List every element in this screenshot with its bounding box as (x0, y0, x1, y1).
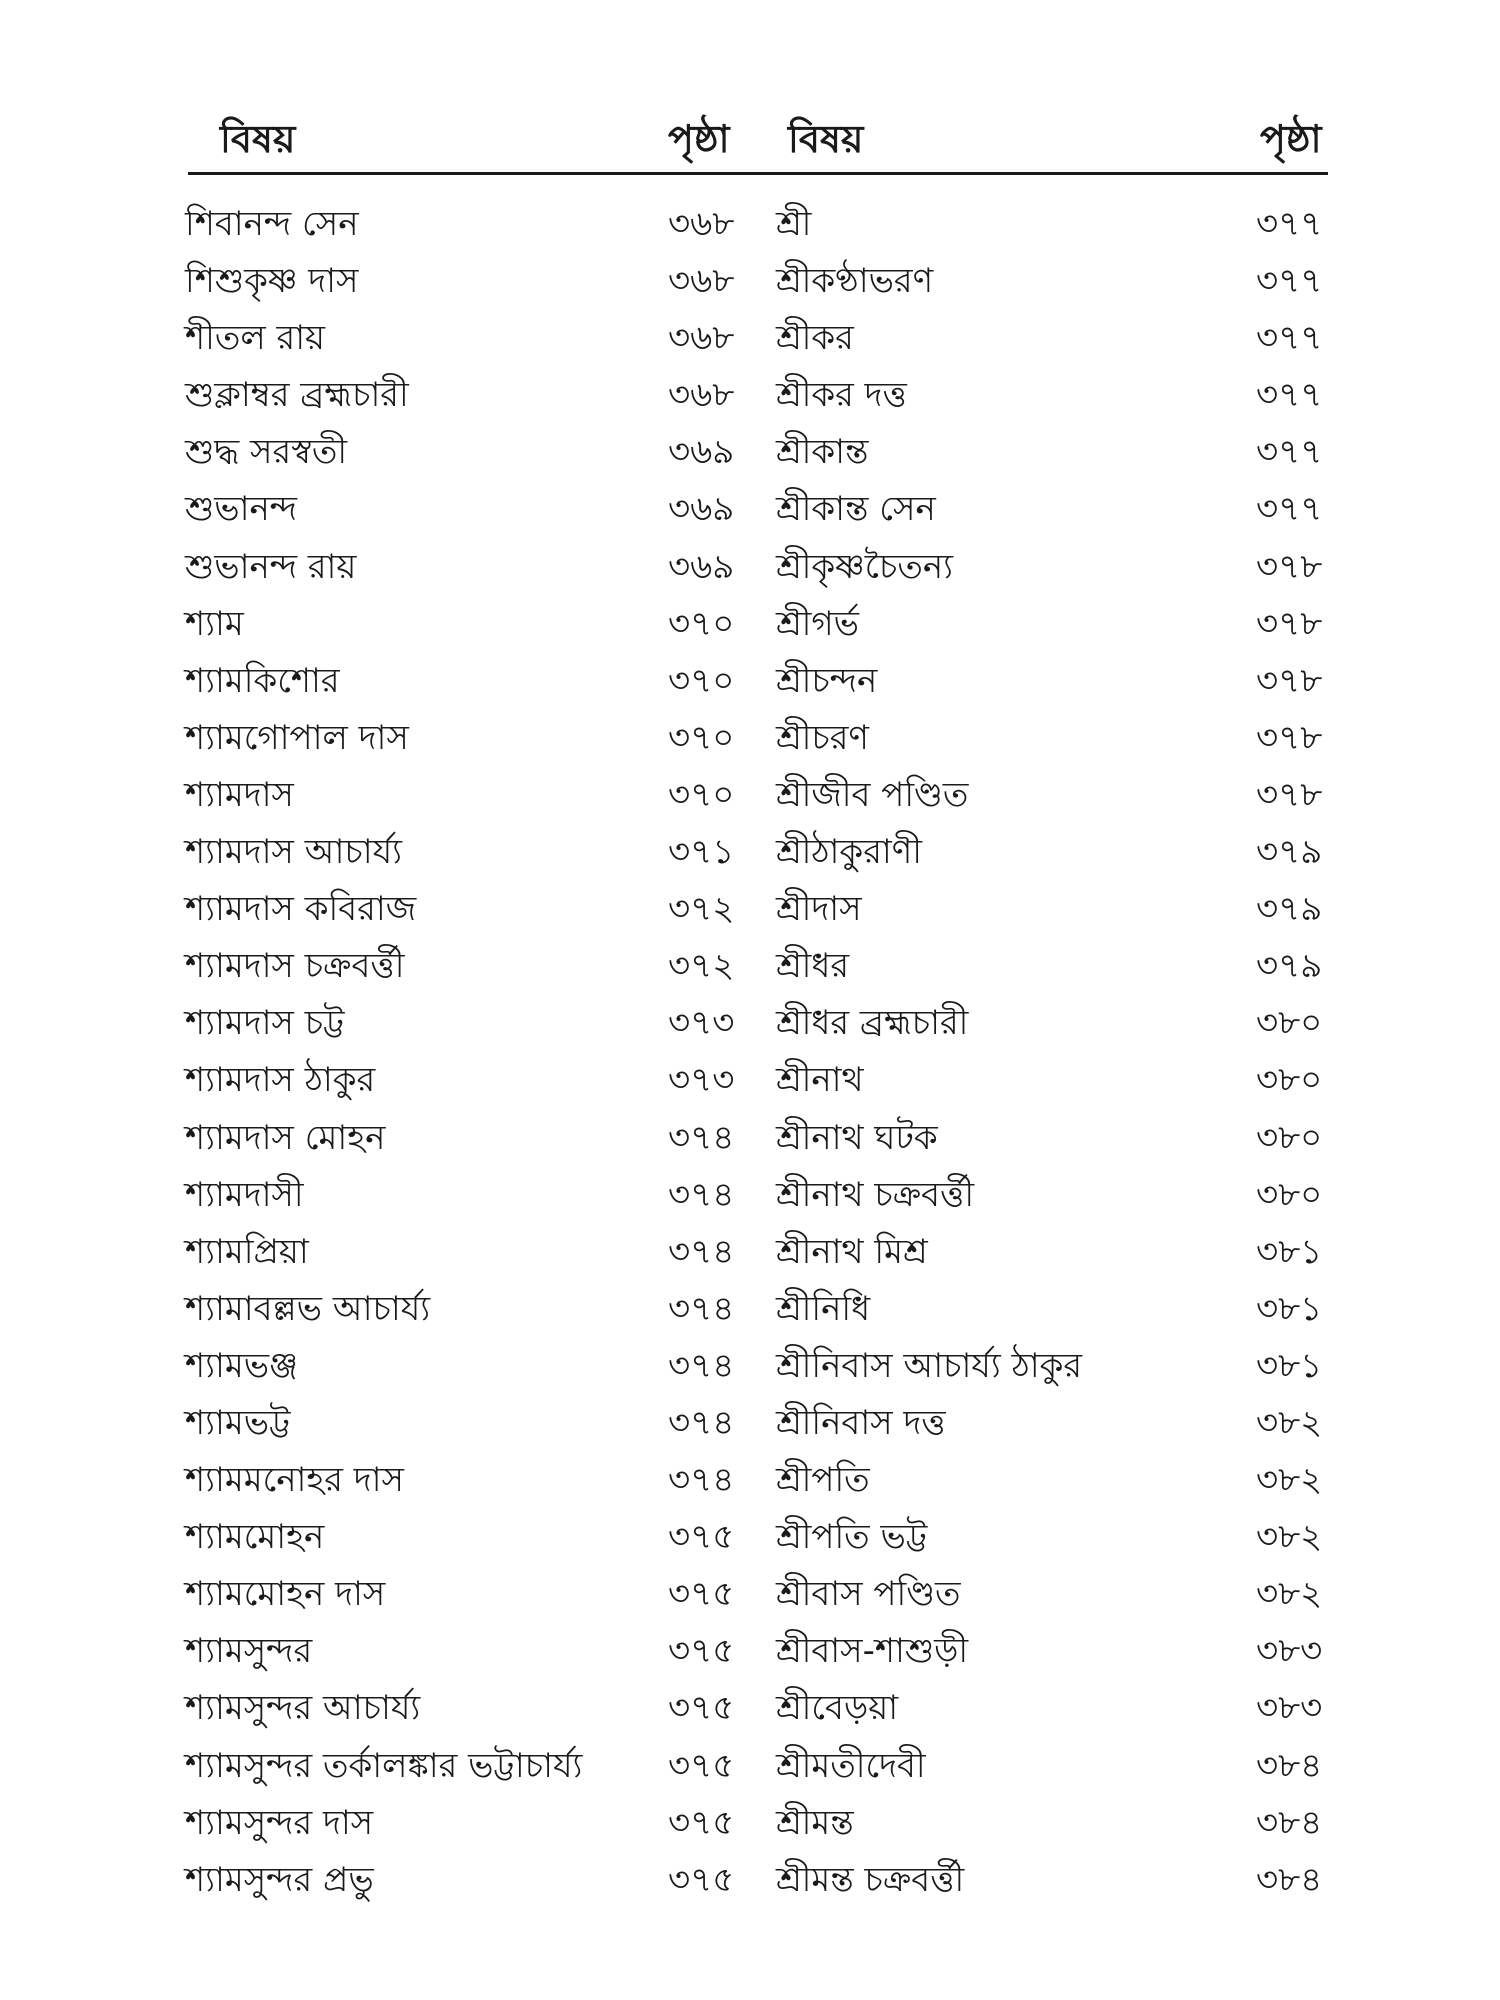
entry-subject-right: শ্রীঠাকুরাণী (776, 832, 923, 873)
entry-subject-left: শীতল রায় (185, 318, 326, 359)
entry-subject-right: শ্রীমতীদেবী (776, 1745, 926, 1786)
entry-subject-left: শ্যামমনোহর দাস (185, 1460, 404, 1501)
index-row (0, 1389, 1500, 1446)
entry-page-right: ৩৭৮ (1256, 717, 1323, 758)
index-row (0, 875, 1500, 932)
entry-subject-left: শ্যামভট্ট (185, 1402, 291, 1443)
entry-page-right: ৩৮১ (1256, 1231, 1323, 1272)
entry-page-right: ৩৮০ (1256, 1060, 1323, 1101)
entry-subject-left: শ্যামদাস চট্ট (185, 1003, 345, 1044)
entry-subject-right: শ্রীনাথ চক্রবর্ত্তী (776, 1174, 975, 1215)
entry-subject-right: শ্রীমন্ত চক্রবর্ত্তী (776, 1859, 965, 1900)
index-row (0, 989, 1500, 1046)
entry-page-right: ৩৮০ (1256, 1117, 1323, 1158)
entry-page-left: ৩৭০ (668, 774, 735, 815)
entry-subject-right: শ্রীকণ্ঠাভরণ (776, 261, 934, 302)
entry-subject-left: শ্যামদাস (185, 774, 294, 815)
entry-page-left: ৩৭১ (668, 832, 735, 873)
entry-page-left: ৩৭৪ (668, 1402, 735, 1443)
header-page-left: পৃষ্ঠা (668, 117, 730, 161)
entry-subject-left: শ্যামকিশোর (185, 660, 340, 701)
entry-subject-right: শ্রীনিধি (776, 1288, 871, 1329)
entry-page-right: ৩৭৭ (1256, 489, 1323, 530)
entry-subject-left: শ্যাম (185, 603, 244, 644)
index-table (0, 190, 1500, 1903)
index-row (0, 1332, 1500, 1389)
entry-page-right: ৩৮৪ (1256, 1859, 1323, 1900)
entry-subject-left: শুভানন্দ (185, 489, 298, 530)
entry-subject-left: শ্যামাবল্লভ আচার্য্য (185, 1288, 431, 1329)
entry-subject-left: শিবানন্দ সেন (185, 204, 359, 244)
entry-subject-right: শ্রীনাথ ঘটক (776, 1117, 938, 1158)
entry-page-left: ৩৭৫ (668, 1517, 735, 1558)
entry-subject-left: শ্যামপ্রিয়া (185, 1231, 309, 1272)
index-row (0, 1789, 1500, 1846)
entry-subject-left: শ্যামসুন্দর তর্কালঙ্কার ভট্টাচার্য্য (185, 1745, 583, 1786)
index-row (0, 704, 1500, 761)
entry-subject-right: শ্রীগর্ভ (776, 603, 859, 644)
entry-page-left: ৩৭৫ (668, 1574, 735, 1615)
entry-page-right: ৩৮২ (1256, 1402, 1323, 1443)
index-row (0, 590, 1500, 647)
entry-page-right: ৩৮১ (1256, 1345, 1323, 1386)
index-row (0, 418, 1500, 475)
index-row (0, 1046, 1500, 1103)
entry-page-left: ৩৬৮ (668, 261, 735, 302)
entry-subject-left: শুভানন্দ রায় (185, 546, 357, 587)
header-subject-right: বিষয় (788, 117, 864, 161)
entry-page-left: ৩৭৫ (668, 1802, 735, 1843)
entry-subject-left: শ্যামভঞ্জ (185, 1345, 299, 1386)
entry-subject-right: শ্রীপতি ভট্ট (776, 1517, 928, 1558)
entry-page-right: ৩৭৭ (1256, 261, 1323, 302)
index-row (0, 647, 1500, 704)
entry-page-left: ৩৭৪ (668, 1345, 735, 1386)
entry-page-right: ৩৮৪ (1256, 1745, 1323, 1786)
index-row (0, 1674, 1500, 1731)
index-row (0, 818, 1500, 875)
entry-page-right: ৩৭৭ (1256, 432, 1323, 473)
index-row (0, 1732, 1500, 1789)
header-divider (188, 172, 1328, 175)
entry-subject-right: শ্রীজীব পণ্ডিত (776, 774, 969, 815)
index-row (0, 190, 1500, 247)
entry-page-left: ৩৭০ (668, 717, 735, 758)
entry-page-right: ৩৭৯ (1256, 946, 1323, 987)
entry-page-left: ৩৭০ (668, 660, 735, 701)
index-row (0, 1846, 1500, 1903)
index-row (0, 475, 1500, 532)
index-row (0, 1275, 1500, 1332)
index-row (0, 304, 1500, 361)
index-row (0, 1161, 1500, 1218)
entry-subject-right: শ্রীনাথ (776, 1060, 864, 1101)
index-row (0, 761, 1500, 818)
index-row (0, 247, 1500, 304)
index-header (188, 100, 1328, 170)
entry-subject-left: শ্যামমোহন দাস (185, 1574, 386, 1615)
entry-subject-right: শ্রীধর ব্রহ্মচারী (776, 1003, 969, 1044)
entry-subject-right: শ্রীনিবাস আচার্য্য ঠাকুর (776, 1345, 1083, 1386)
entry-subject-left: শ্যামসুন্দর প্রভু (185, 1859, 374, 1900)
entry-subject-right: শ্রীকর (776, 318, 854, 359)
entry-page-right: ৩৮২ (1256, 1574, 1323, 1615)
entry-subject-right: শ্রীমন্ত (776, 1802, 854, 1843)
index-row (0, 1104, 1500, 1161)
index-row (0, 1218, 1500, 1275)
entry-subject-left: শ্যামদাস ঠাকুর (185, 1060, 376, 1101)
entry-page-right: ৩৭৭ (1256, 375, 1323, 416)
entry-page-left: ৩৭৫ (668, 1688, 735, 1729)
index-row (0, 932, 1500, 989)
entry-page-left: ৩৭২ (668, 889, 735, 930)
entry-page-left: ৩৬৮ (668, 375, 735, 416)
entry-page-right: ৩৭৮ (1256, 774, 1323, 815)
entry-subject-right: শ্রী (776, 204, 812, 244)
entry-subject-right: শ্রীকান্ত সেন (776, 489, 936, 530)
entry-subject-right: শ্রীদাস (776, 889, 862, 930)
index-row (0, 1617, 1500, 1674)
entry-page-left: ৩৬৯ (668, 489, 735, 530)
entry-page-left: ৩৭৪ (668, 1174, 735, 1215)
entry-subject-right: শ্রীনাথ মিশ্র (776, 1231, 928, 1272)
entry-page-left: ৩৬৯ (668, 546, 735, 587)
entry-page-left: ৩৭৪ (668, 1288, 735, 1329)
entry-page-left: ৩৭৩ (668, 1060, 735, 1101)
entry-page-right: ৩৮০ (1256, 1174, 1323, 1215)
entry-page-right: ৩৮৪ (1256, 1802, 1323, 1843)
entry-subject-right: শ্রীকর দত্ত (776, 375, 907, 416)
entry-page-right: ৩৮২ (1256, 1517, 1323, 1558)
entry-subject-right: শ্রীনিবাস দত্ত (776, 1402, 946, 1443)
entry-subject-left: শ্যামসুন্দর আচার্য্য (185, 1688, 421, 1729)
entry-page-right: ৩৮২ (1256, 1460, 1323, 1501)
entry-subject-left: শুক্লাম্বর ব্রহ্মচারী (185, 375, 409, 416)
entry-page-left: ৩৭৪ (668, 1460, 735, 1501)
entry-subject-left: শ্যামদাস আচার্য্য (185, 832, 403, 873)
index-row (0, 1503, 1500, 1560)
entry-page-right: ৩৭৯ (1256, 889, 1323, 930)
entry-page-left: ৩৭৪ (668, 1231, 735, 1272)
index-row (0, 533, 1500, 590)
entry-subject-left: শ্যামদাস কবিরাজ (185, 889, 417, 930)
entry-page-left: ৩৭৩ (668, 1003, 735, 1044)
entry-subject-left: শ্যামদাস চক্রবর্ত্তী (185, 946, 405, 987)
entry-subject-right: শ্রীকৃষ্ণচৈতন্য (776, 546, 953, 587)
header-subject-left: বিষয় (220, 117, 296, 161)
entry-subject-right: শ্রীপতি (776, 1460, 870, 1501)
entry-page-left: ৩৬৯ (668, 432, 735, 473)
index-row (0, 361, 1500, 418)
entry-subject-left: শ্যামগোপাল দাস (185, 717, 409, 758)
entry-page-right: ৩৭৯ (1256, 832, 1323, 873)
entry-page-right: ৩৭৭ (1256, 204, 1323, 244)
entry-page-right: ৩৮০ (1256, 1003, 1323, 1044)
entry-page-left: ৩৭৪ (668, 1117, 735, 1158)
entry-page-right: ৩৮৩ (1256, 1688, 1323, 1729)
entry-subject-left: শ্যামসুন্দর দাস (185, 1802, 374, 1843)
entry-subject-left: শ্যামমোহন (185, 1517, 325, 1558)
header-page-right: পৃষ্ঠা (1260, 117, 1322, 161)
entry-page-left: ৩৭৫ (668, 1859, 735, 1900)
entry-subject-right: শ্রীচরণ (776, 717, 869, 758)
entry-page-left: ৩৬৮ (668, 204, 735, 244)
entry-page-right: ৩৮১ (1256, 1288, 1323, 1329)
entry-subject-left: শ্যামদাসী (185, 1174, 304, 1215)
entry-page-left: ৩৭৫ (668, 1631, 735, 1672)
entry-subject-right: শ্রীবাস পণ্ডিত (776, 1574, 961, 1615)
entry-page-right: ৩৮৩ (1256, 1631, 1323, 1672)
entry-subject-left: শিশুকৃষ্ণ দাস (185, 261, 359, 302)
entry-subject-right: শ্রীকান্ত (776, 432, 869, 473)
entry-page-right: ৩৭৮ (1256, 603, 1323, 644)
entry-subject-left: শুদ্ধ সরস্বতী (185, 432, 348, 473)
entry-subject-right: শ্রীচন্দন (776, 660, 878, 701)
entry-subject-right: শ্রীবাস-শাশুড়ী (776, 1631, 969, 1672)
entry-page-left: ৩৬৮ (668, 318, 735, 359)
index-row (0, 1560, 1500, 1617)
index-row (0, 1446, 1500, 1503)
entry-page-left: ৩৭২ (668, 946, 735, 987)
entry-subject-right: শ্রীবেড়য়া (776, 1688, 899, 1729)
entry-page-right: ৩৭৭ (1256, 318, 1323, 359)
entry-page-right: ৩৭৮ (1256, 546, 1323, 587)
entry-page-right: ৩৭৮ (1256, 660, 1323, 701)
entry-page-left: ৩৭৫ (668, 1745, 735, 1786)
entry-subject-right: শ্রীধর (776, 946, 850, 987)
entry-page-left: ৩৭০ (668, 603, 735, 644)
entry-subject-left: শ্যামদাস মোহন (185, 1117, 386, 1158)
entry-subject-left: শ্যামসুন্দর (185, 1631, 313, 1672)
